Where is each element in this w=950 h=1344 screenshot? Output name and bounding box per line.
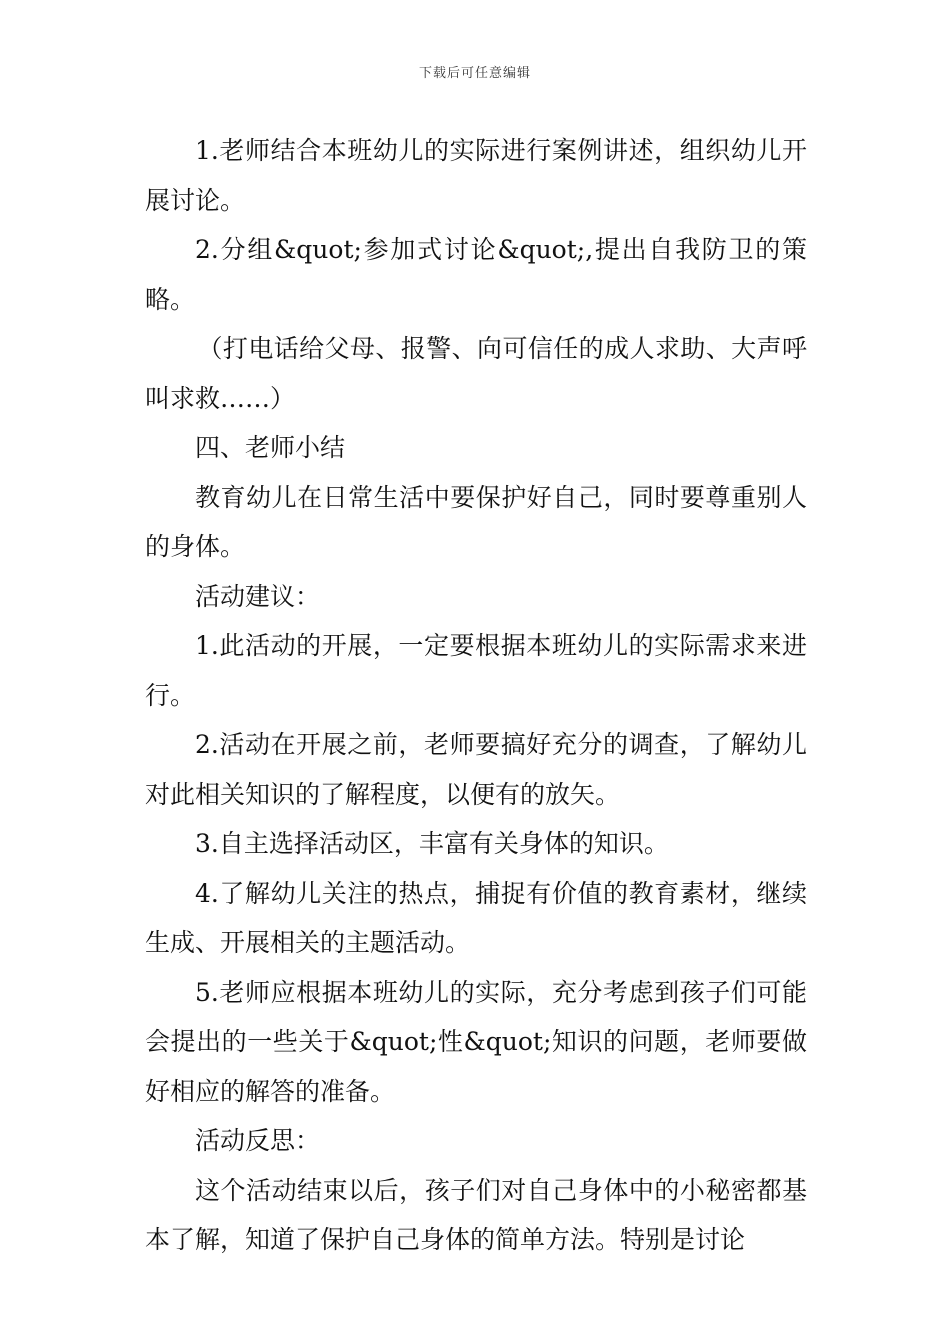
paragraph-summary: 教育幼儿在日常生活中要保护好自己，同时要尊重别人的身体。 (145, 482, 807, 561)
paragraph-discussion: 1.老师结合本班幼儿的实际进行案例讲述，组织幼儿开展讨论。 (145, 136, 807, 215)
paragraph-safety-strategies: （打电话给父母、报警、向可信任的成人求助、大声呼叫求救……） (145, 334, 807, 413)
paragraph-reflection: 这个活动结束以后，孩子们对自己身体中的小秘密都基本了解，知道了保护自己身体的简单方法。特别是讨论 (145, 1175, 807, 1254)
suggestion-item-2: 2.活动在开展之前，老师要搞好充分的调查，了解幼儿对此相关知识的了解程度，以便有的放矢。 (145, 730, 807, 809)
section-heading-suggestions: 活动建议： (195, 581, 321, 611)
document-body (145, 126, 807, 1265)
section-heading-summary: 四、老师小结 (195, 433, 346, 462)
suggestion-item-4: 4.了解幼儿关注的热点，捕捉有价值的教育素材，继续生成、开展相关的主题活动。 (145, 878, 807, 957)
suggestion-item-1: 1.此活动的开展，一定要根据本班幼儿的实际需求来进行。 (145, 631, 807, 710)
suggestion-item-5: 5.老师应根据本班幼儿的实际，充分考虑到孩子们可能会提出的一些关于&quot;性&quot;知识的问题，老师要做好相应的解答的准备。 (145, 977, 807, 1106)
page-header: 下载后可任意编辑 (418, 66, 531, 81)
section-heading-reflection: 活动反思： (195, 1126, 321, 1155)
suggestion-item-3: 3.自主选择活动区，丰富有关身体的知识。 (195, 829, 669, 858)
paragraph-group-discussion: 2.分组&quot;参加式讨论&quot;,提出自我防卫的策略。 (145, 235, 807, 314)
